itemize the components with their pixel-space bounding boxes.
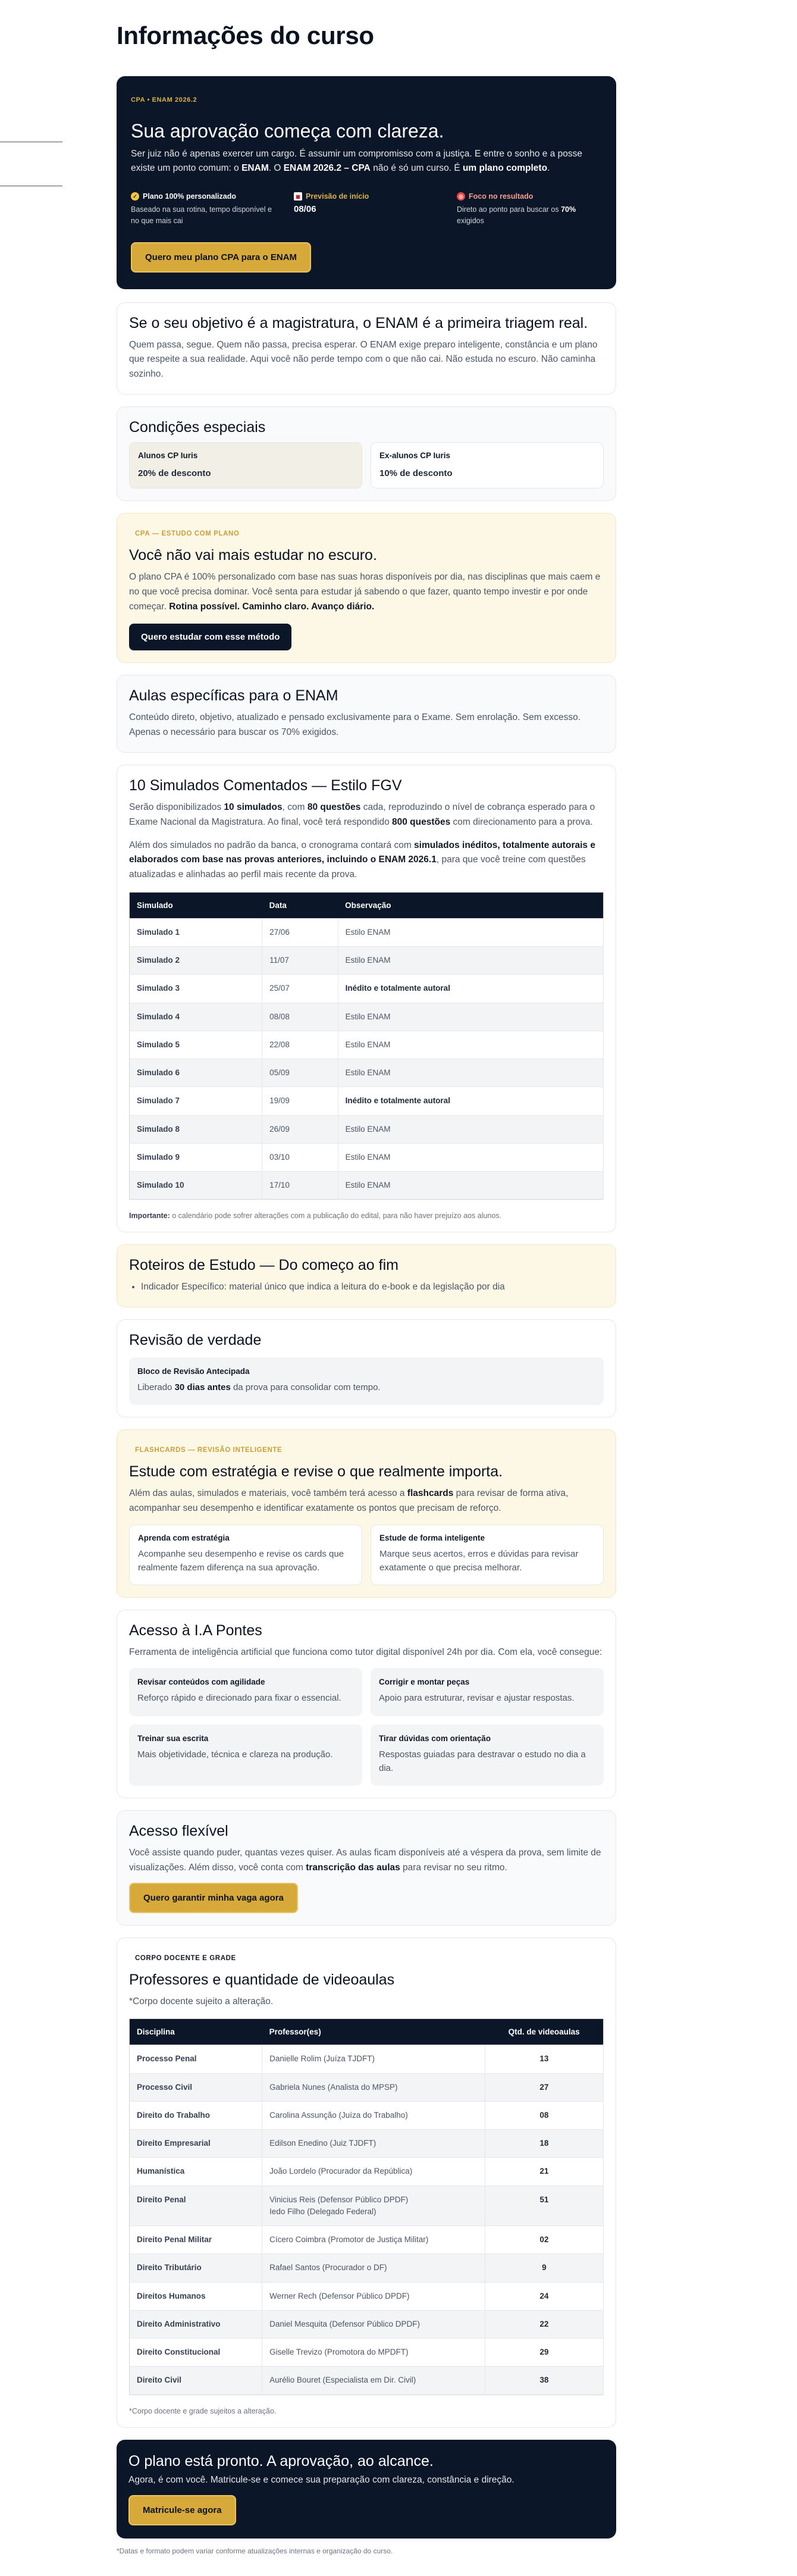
conditions-section [117,406,616,501]
method-section [117,513,616,663]
simulado-date: 19/09 [262,1087,338,1115]
method-cta-button[interactable]: Quero estudar com esse método [129,624,291,650]
col-professores: Professor(es) [262,2019,485,2045]
check-icon: ✓ [131,192,139,201]
classes-text: Conteúdo direto, objetivo, atualizado e pensado exclusivamente para o Exame. Sem enrolação. Sem excesso. Apenas o necessário para buscar os 70% exigidos. [129,712,581,738]
video-count: 24 [485,2282,603,2310]
disciplina: Direitos Humanos [130,2282,262,2310]
conditions-title: Condições especiais [129,418,266,436]
flashcards-eyebrow: FLASHCARDS — REVISÃO INTELIGENTE [135,1447,283,1454]
docentes-sub: *Corpo docente sujeito a alteração. [129,1996,274,2007]
professores: Edilson Enedino (Juiz TJDFT) [262,2130,485,2158]
simulados-section [117,765,616,1232]
final-text: Agora, é com você. Matricule-se e comece sua preparação com clareza, constância e direção. [128,2474,514,2485]
professores: Cícero Coimbra (Promotor de Justiça Militar) [262,2226,485,2254]
simulado-date: 26/09 [262,1115,338,1143]
ia-tile-writing: Treinar sua escrita Mais objetividade, técnica e clareza na produção. [129,1724,362,1786]
docentes-eyebrow: CORPO DOCENTE E GRADE [135,1954,236,1962]
method-eyebrow: CPA — ESTUDO COM PLANO [135,530,240,537]
docentes-table [129,2018,604,2395]
hero-features [131,192,602,227]
simulado-date: 11/07 [262,947,338,975]
flashcards-tile-smart: Estude de forma inteligente Marque seus acertos, erros e dúvidas para revisar exatamente o que precisa melhorar. [371,1525,604,1585]
table-row [130,2339,604,2367]
table-row [130,2073,604,2101]
classes-title: Aulas específicas para o ENAM [129,687,338,705]
disciplina: Direito do Trabalho [130,2101,262,2129]
course-info [117,0,616,2567]
table-row [130,2282,604,2310]
disciplina: Direito Empresarial [130,2130,262,2158]
docentes-title: Professores e quantidade de videoaulas [129,1971,395,1988]
objective-text: Quem passa, segue. Quem não passa, precisa esperar. O ENAM exige preparo inteligente, constância e um plano que respeite a sua realidade. Aqui você não perde tempo com o que não cai. Não estuda no escuro. Não caminha sozinho. [129,339,598,380]
simulado-obs: Estilo ENAM [338,918,603,946]
professores: Carolina Assunção (Juíza do Trabalho) [262,2101,485,2129]
simulado-name: Simulado 7 [130,1087,262,1115]
simulado-name: Simulado 3 [130,975,262,1003]
final-title: O plano está pronto. A aprovação, ao alcance. [128,2452,434,2469]
professores: Gabriela Nunes (Analista do MPSP) [262,2073,485,2101]
flex-title: Acesso flexível [129,1823,228,1840]
table-row [130,975,604,1003]
simulados-note: Importante: o calendário pode sofrer alterações com a publicação do edital, para não haver prejuízo aos alunos. [129,1212,502,1220]
objective-section [117,302,616,395]
simulado-name: Simulado 2 [130,947,262,975]
simulado-date: 08/08 [262,1003,338,1031]
footer-note: *Datas e formato podem variar conforme atualizações internas e organização do curso. [117,2546,393,2555]
table-row [130,2101,604,2129]
table-row [130,2226,604,2254]
roteiros-title: Roteiros de Estudo — Do começo ao fim [129,1257,398,1274]
disciplina: Direito Penal [130,2186,262,2226]
simulado-name: Simulado 4 [130,1003,262,1031]
condition-current-students: Alunos CP Iuris 20% de desconto [129,442,362,489]
professores: Aurélio Bouret (Especialista em Dir. Civil) [262,2367,485,2395]
disciplina: Processo Civil [130,2073,262,2101]
disciplina: Direito Administrativo [130,2310,262,2338]
simulado-date: 03/10 [262,1143,338,1171]
video-count: 29 [485,2339,603,2367]
simulado-date: 22/08 [262,1031,338,1059]
simulado-obs: Estilo ENAM [338,1172,603,1200]
table-row [130,2254,604,2282]
classes-section [117,675,616,753]
simulado-obs: Estilo ENAM [338,1059,603,1087]
feature-personalized: ✓ Plano 100% personalizado Baseado na sua rotina, tempo disponível e no que mais cai [131,192,272,225]
simulado-date: 25/07 [262,975,338,1003]
video-count: 22 [485,2310,603,2338]
ia-tile-correct: Corrigir e montar peças Apoio para estruturar, revisar e ajustar respostas. [371,1668,604,1716]
table-row [130,1087,604,1115]
table-row [130,1115,604,1143]
disciplina: Direito Civil [130,2367,262,2395]
table-row [130,947,604,975]
disciplina: Processo Penal [130,2045,262,2073]
target-icon: ◎ [457,192,465,201]
col-qtd: Qtd. de videoaulas [485,2019,603,2045]
simulado-date: 17/10 [262,1172,338,1200]
flashcards-text: Além das aulas, simulados e materiais, você também terá acesso a flashcards para revisar de forma ativa, acompanhar seu desempenho e identificar exatamente os pontos que precisam de reforço. [129,1488,569,1514]
simulados-title: 10 Simulados Comentados — Estilo FGV [129,777,402,794]
method-title: Você não vai mais estudar no escuro. [129,546,377,564]
simulados-text-2: Além dos simulados no padrão da banca, o cronograma contará com simulados inéditos, totalmente autorais e elaborados com base nas provas anteriores, incluindo o ENAM 2026.1, para que você treine com questões atualizadas e alinhadas ao perfil mais recente da prova. [129,840,595,880]
table-row [130,2045,604,2073]
video-count: 9 [485,2254,603,2282]
table-row [130,2310,604,2338]
condition-former-students: Ex-alunos CP Iuris 10% de desconto [371,442,604,489]
disciplina: Direito Constitucional [130,2339,262,2367]
table-row [130,1172,604,1200]
hero-title: Sua aprovação começa com clareza. [131,120,444,142]
professores: Rafael Santos (Procurador o DF) [262,2254,485,2282]
docentes-note: *Corpo docente e grade sujeitos a alteração. [129,2406,277,2415]
flex-text: Você assiste quando puder, quantas vezes quiser. As aulas ficam disponíveis até a véspera da prova, sem limite de visualizações. Além disso, você conta com transcrição das aulas para revisar no seu ritmo. [129,1848,601,1873]
simulado-name: Simulado 1 [130,918,262,946]
hero-lead: Ser juiz não é apenas exercer um cargo. É assumir um compromisso com a justiça. E entre o sonho e a posse existe um ponto comum: o ENAM. O ENAM 2026.2 – CPA não é só um curso. É um plano completo. [131,149,582,174]
table-row [130,918,604,946]
table-row [130,1031,604,1059]
video-count: 21 [485,2158,603,2186]
simulado-obs: Estilo ENAM [338,1143,603,1171]
flex-section [117,1810,616,1926]
disciplina: Humanística [130,2158,262,2186]
ia-tile-review: Revisar conteúdos com agilidade Reforço rápido e direcionado para fixar o essencial. [129,1668,362,1716]
simulado-name: Simulado 8 [130,1115,262,1143]
disciplina: Direito Penal Militar [130,2226,262,2254]
professores: Daniel Mesquita (Defensor Público DPDF) [262,2310,485,2338]
table-row [130,1003,604,1031]
simulado-obs: Estilo ENAM [338,1031,603,1059]
video-count: 13 [485,2045,603,2073]
video-count: 02 [485,2226,603,2254]
col-data: Data [262,892,338,918]
flashcards-title: Estude com estratégia e revise o que realmente importa. [129,1463,503,1481]
video-count: 38 [485,2367,603,2395]
simulado-name: Simulado 10 [130,1172,262,1200]
col-simulado: Simulado [130,892,262,918]
professores: João Lordelo (Procurador da República) [262,2158,485,2186]
objective-title: Se o seu objetivo é a magistratura, o ENAM é a primeira triagem real. [129,314,588,331]
final-cta-section [117,2440,616,2539]
simulado-obs: Inédito e totalmente autoral [338,1087,603,1115]
revisao-section [117,1319,616,1417]
professores: Giselle Trevizo (Promotora do MPDFT) [262,2339,485,2367]
ia-text: Ferramenta de inteligência artificial que funciona como tutor digital disponível 24h por dia. Com ela, você consegue: [129,1647,603,1657]
table-row [130,2158,604,2186]
enroll-button[interactable]: Matricule-se agora [128,2495,236,2525]
calendar-icon: ▦ [294,192,302,201]
simulado-name: Simulado 5 [130,1031,262,1059]
col-disciplina: Disciplina [130,2019,262,2045]
hero-cta-button[interactable]: Quero meu plano CPA para o ENAM [131,242,311,273]
simulado-date: 27/06 [262,918,338,946]
table-row [130,1143,604,1171]
flashcards-section [117,1429,616,1597]
simulados-text-1: Serão disponibilizados 10 simulados, com 80 questões cada, reproduzindo o nível de cobrança esperado para o Exame Nacional da Magistratura. Ao final, você terá respondido 800 questões com direcionamento para a prova. [129,802,595,827]
page-title: Informações do curso [117,21,374,49]
simulado-name: Simulado 6 [130,1059,262,1087]
flashcards-tile-strategy: Aprenda com estratégia Acompanhe seu desempenho e revise os cards que realmente fazem diferença na sua aprovação. [129,1525,362,1585]
roteiros-bullet: • Indicador Específico: material único que indica a leitura do e-book e da legislação por dia [141,1280,604,1295]
feature-focus: ◎ Foco no resultado Direto ao ponto para buscar os 70% exigidos [457,192,576,225]
video-count: 51 [485,2186,603,2226]
video-count: 18 [485,2130,603,2158]
ia-section [117,1610,616,1799]
professores: Werner Rech (Defensor Público DPDF) [262,2282,485,2310]
hero-section [117,76,616,289]
video-count: 08 [485,2101,603,2129]
ia-tile-doubts: Tirar dúvidas com orientação Respostas guiadas para destravar o estudo no dia a dia. [371,1724,604,1786]
ia-title: Acesso à I.A Pontes [129,1622,262,1639]
method-text: O plano CPA é 100% personalizado com base nas suas horas disponíveis por dia, nas disciplinas que mais caem e no que você precisa dominar. Você senta para estudar já sabendo o que fazer, quanto tempo investir e por onde começar. Rotina possível. Caminho claro. Avanço diário. [129,571,601,612]
professores: Danielle Rolim (Juíza TJDFT) [262,2045,485,2073]
table-row [130,2186,604,2226]
roteiros-section [117,1244,616,1307]
table-row [130,2367,604,2395]
simulado-obs: Estilo ENAM [338,947,603,975]
hero-badge: CPA • ENAM 2026.2 [131,96,197,104]
professores: Vinicius Reis (Defensor Público DPDF) Iedo Filho (Delegado Federal) [262,2186,485,2226]
table-row [130,1059,604,1087]
table-row [130,2130,604,2158]
simulado-obs: Estilo ENAM [338,1003,603,1031]
disciplina: Direito Tributário [130,2254,262,2282]
revisao-title: Revisão de verdade [129,1332,262,1349]
feature-start-date: ▦ Previsão de início 08/06 [294,192,369,215]
flex-cta-button[interactable]: Quero garantir minha vaga agora [129,1883,298,1913]
simulado-obs: Estilo ENAM [338,1115,603,1143]
video-count: 27 [485,2073,603,2101]
simulado-date: 05/09 [262,1059,338,1087]
docentes-section [117,1938,616,2428]
revisao-tile: Bloco de Revisão Antecipada Liberado 30 dias antes da prova para consolidar com tempo. [129,1357,604,1405]
simulados-table [129,892,604,1200]
simulado-obs: Inédito e totalmente autoral [338,975,603,1003]
col-observacao: Observação [338,892,603,918]
simulado-name: Simulado 9 [130,1143,262,1171]
